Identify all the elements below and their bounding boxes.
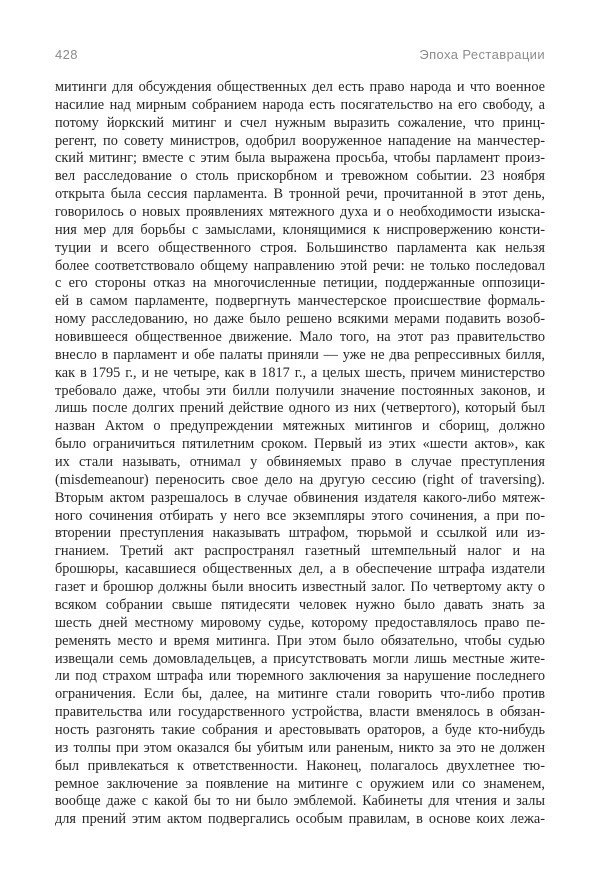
body-text-line-content: вторении преступления наказывать штрафом, тюрьмой и ссылкой или из- [55,525,545,542]
body-text-line [55,383,545,401]
body-text-line-content: из толпы при этом оказался бы убитым или раненым, никто за это не должен [55,739,545,756]
body-text-line-content: лишь после долгих прений действие одного из них (четвертого), который был [55,400,545,417]
body-text-line [55,668,545,686]
body-text-line-content: как в 1795 г., и не четыре, как в 1817 г., а целых шесть, причем министерство [55,364,545,381]
body-text-line [55,525,545,543]
body-text-line [55,79,545,97]
body-text-line [55,240,545,258]
body-text-line [55,329,545,347]
body-text-line-content: туции и всего общественного строя. Большинство парламента как нельзя [55,239,545,256]
body-text-line-content: более соответствовало общему направлению этой речи: не только последовал [55,257,545,274]
body-text-line-content: газет и брошюр должны были вносить известный залог. По четвертому акту о [55,579,545,596]
body-text-line [55,579,545,597]
body-text-line [55,133,545,151]
body-text-line [55,758,545,776]
text-block [55,0,545,829]
body-text-line-content: ли под страхом штрафа или тюремного заключения за нарушение последнего [55,668,545,685]
body-text-line-content: ременять место и время митинга. При этом было обязательно, чтобы судью [55,632,545,649]
body-text-line-content: шесть дней местному мировому судье, которому предоставлялось право пе- [55,614,545,631]
body-text-line-content: ограничения. Если бы, далее, на митинге стали говорить что-либо против [55,686,545,703]
body-text-line-content: ния мер для борьбы с замыслами, клонящимися к ниспровержению консти- [55,221,545,238]
body-text-line [55,275,545,293]
body-text-line [55,186,545,204]
body-text-line [55,168,545,186]
body-text-line [55,615,545,633]
body-text-line-content: для прений этим актом подвергались особым правилам, в основе коих лежа- [55,811,546,828]
body-text-line-content: говорилось о новых проявлениях мятежного духа и о необходимости изыска- [55,204,545,221]
body-text-line-content: правительства или государственного устройства, власти вменялось в обязан- [55,704,545,721]
body-text-line [55,293,545,311]
body-text-line-content: потому йоркский митинг и счел нужным выразить сожаление, что принц- [55,114,545,131]
body-text-line [55,811,545,829]
body-text-line [55,204,545,222]
body-text-line-content: было ограничиться пятилетним сроком. Первый из этих «шести актов», как [55,436,545,453]
body-text-line [55,150,545,168]
body-text-line-content: ей в самом парламенте, подвергнуть манчестерское происшествие формаль- [55,293,545,310]
body-text-line [55,704,545,722]
body-text-line [55,418,545,436]
body-text-line-content: ремное заключение за появление на митинге с оружием или со знаменем, [55,775,545,792]
body-text-line [55,222,545,240]
body-text-line-content: назван Актом о предупреждении мятежных митингов и сборищ, должно [55,418,545,435]
body-text-line [55,740,545,758]
body-text-line [55,490,545,508]
body-text-line-content: открыта была сессия парламента. В тронной речи, прочитанной в этот день, [55,186,545,203]
body-text-line-content: Вторым актом разрешалось в случае обвинения издателя какого-либо мятеж- [55,489,545,506]
body-text-line-content: извещали семь домовладельцев, а присутствовать могли лишь местные жите- [55,650,545,667]
body-text-line-content: митинги для обсуждения общественных дел есть право народа и что военное [55,79,545,95]
body-text-line [55,597,545,615]
body-text-line-content: требовало даже, чтобы эти билли получили значение постоянных законов, и [55,382,545,399]
body-text-line-content: всяком собрании свыше пятидесяти человек нужно было давать знать за [55,596,545,613]
body-text-line [55,472,545,490]
body-text-line-content: ному расследованию, но даже было решено всякими мерами подавить возоб- [55,311,545,328]
body-text-line [55,365,545,383]
body-text-line-content: (misdemeanour) переносить свое дело на другую сессию (right of traversing). [55,471,545,488]
body-text-line [55,793,545,811]
page-number: 428 [55,47,78,62]
body-text-line-content: ного сочинения отбирать у него все экземпляры этого сочинения, а при по- [55,507,546,524]
body-text-line [55,543,545,561]
body-text-line-content: внесло в парламент и обе палаты приняли — уже не два репрессивных билля, [55,346,545,363]
body-text [55,79,545,829]
page-header [55,48,545,62]
body-text-line [55,400,545,418]
body-text-line-content: насилие над мирным собранием народа есть посягательство на его свободу, а [55,96,545,113]
body-text-line [55,508,545,526]
body-text-line [55,686,545,704]
body-text-line-content: вел расследование о столь прискорбном и тревожном событии. 23 ноября [55,168,545,185]
body-text-line-content: новившееся общественное движение. Мало того, на этот раз правительство [55,329,545,346]
body-text-line-content: ность разгонять такие собрания и арестовывать ораторов, а буде кто-нибудь [55,721,545,738]
body-text-line-content: ский митинг; вместе с этим была выражена просьба, чтобы парламент произ- [55,150,545,167]
body-text-line-content: брошюры, касавшиеся общественных дел, а в обеспечение штрафа издатели [55,561,545,578]
running-head: Эпоха Реставрации [419,47,545,62]
body-text-line [55,115,545,133]
body-text-line [55,454,545,472]
body-text-line [55,97,545,115]
body-text-line-content: был привлекаться к ответственности. Наконец, полагалось двухлетнее тю- [55,757,545,774]
body-text-line [55,651,545,669]
body-text-line [55,561,545,579]
body-text-line [55,436,545,454]
body-text-line-content: их стали называть, отнимал у обвиняемых право в случае преступления [55,454,545,471]
body-text-line [55,347,545,365]
body-text-line-content: гнанием. Третий акт распространял газетный штемпельный налог и на [55,543,545,560]
body-text-line-content: регент, по совету министров, одобрил вооруженное нападение на манчестер- [55,132,545,149]
body-text-line [55,311,545,329]
body-text-line [55,776,545,794]
body-text-line-content: вообще даже с какой бы то ни было эмблемой. Кабинеты для чтения и залы [55,793,545,810]
body-text-line [55,258,545,276]
body-text-line [55,633,545,651]
body-text-line [55,722,545,740]
body-text-line-content: с его стороны отказ на многочисленные петиции, поддержанные оппозици- [55,275,545,292]
